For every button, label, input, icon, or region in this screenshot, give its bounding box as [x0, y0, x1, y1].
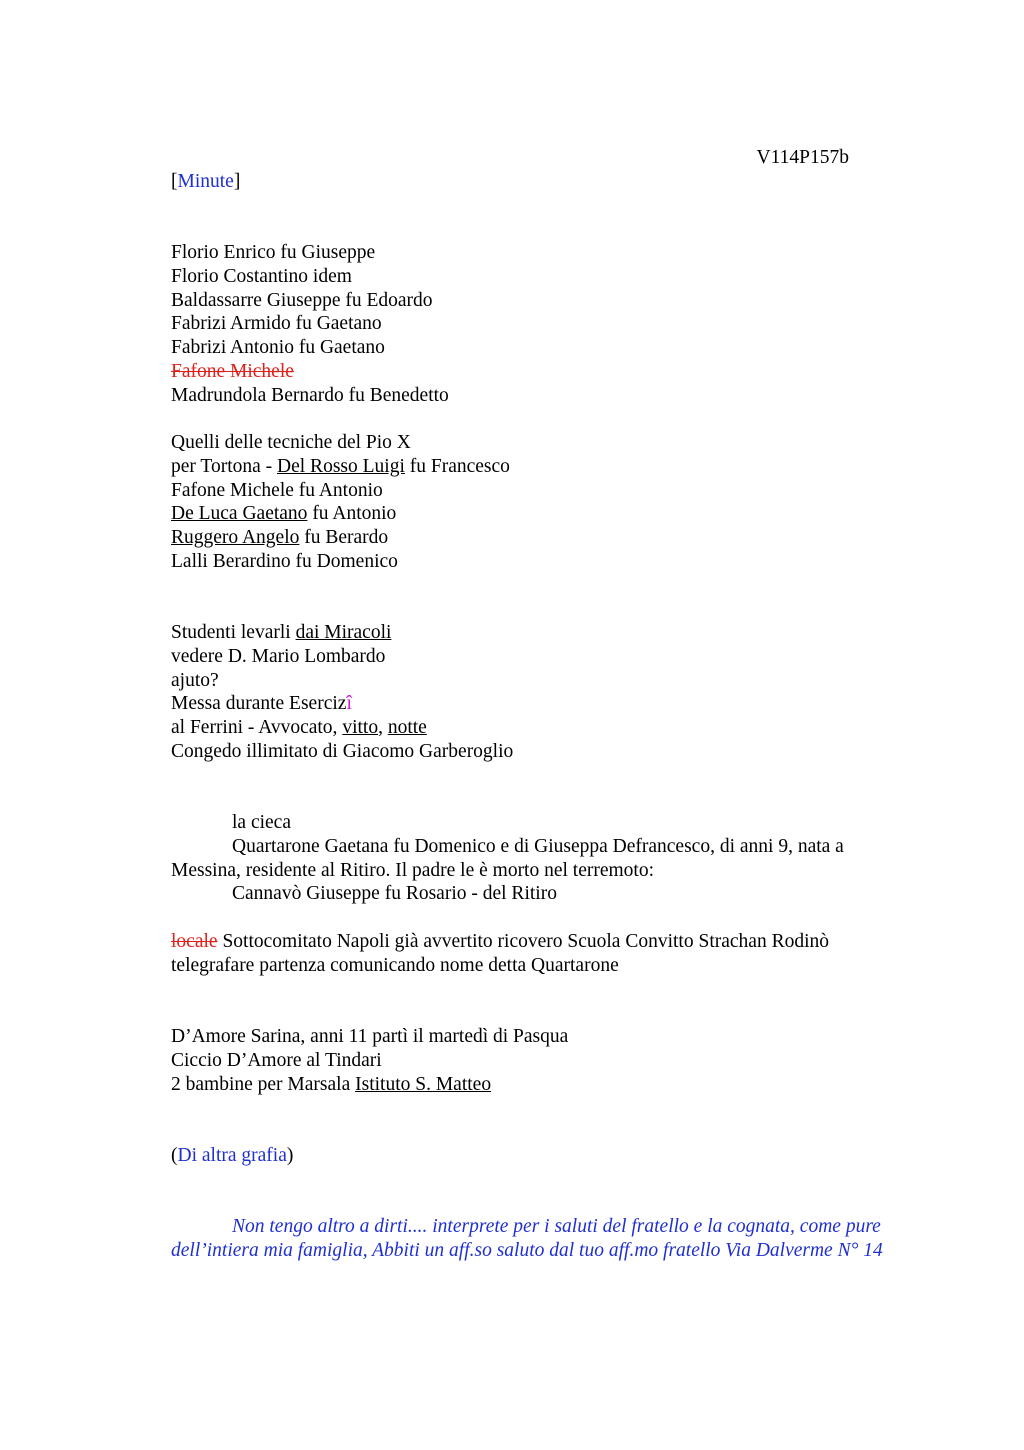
note-line	[171, 621, 931, 645]
text: ,	[378, 717, 388, 739]
list-item: Fafone Michele fu Antonio	[171, 479, 383, 501]
cieca-title: la cieca	[232, 812, 291, 833]
list-item: Baldassarre Giuseppe fu Edoardo	[171, 289, 433, 311]
minute-annotation	[171, 170, 931, 194]
bracket-open: [	[171, 171, 178, 192]
list-item	[171, 455, 931, 479]
note-line: D’Amore Sarina, anni 11 partì il martedì di Pasqua	[171, 1026, 569, 1047]
underlined-text: notte	[387, 717, 427, 739]
underlined-name: Ruggero Angelo	[171, 527, 300, 549]
list-item	[171, 526, 931, 550]
names-list	[171, 241, 931, 408]
struck-text: Fafone Michele	[171, 360, 294, 382]
text: 2 bambine per Marsala	[171, 1073, 356, 1095]
underlined-name: Del Rosso Luigi	[277, 455, 405, 477]
closing-paragraph: Non tengo altro a dirti.... interprete per i saluti del fratello e la cognata, come pure dell’intiera mia famiglia, Abbiti un aff.so saluto dal tuo aff.mo fratello Via Dalverme N° 14	[171, 1216, 883, 1261]
note-line: Ciccio D’Amore al Tindari	[171, 1049, 382, 1071]
note-line: vedere D. Mario Lombardo	[171, 645, 386, 667]
list-item	[171, 502, 931, 526]
amore-section	[171, 1025, 931, 1096]
underlined-text: Istituto S. Matteo	[355, 1073, 492, 1095]
underlined-name: De Luca Gaetano	[171, 503, 308, 525]
pio-x-section	[171, 431, 931, 574]
note-line	[171, 716, 931, 740]
notes-section	[171, 621, 931, 764]
list-item: Fabrizi Armido fu Gaetano	[171, 313, 382, 335]
list-item: Fabrizi Antonio fu Gaetano	[171, 337, 385, 359]
list-item: Florio Enrico fu Giuseppe	[171, 242, 376, 263]
uncertain-mark: î	[346, 693, 352, 715]
note-line: ajuto?	[171, 669, 219, 691]
underlined-text: dai Miracoli	[295, 622, 392, 643]
paren-close: )	[286, 1145, 294, 1166]
text: per Tortona -	[171, 455, 278, 477]
document-reference: V114P157b	[756, 147, 849, 168]
text: Messa durante Eserciz	[171, 693, 347, 715]
text: Studenti levarli	[171, 622, 296, 643]
list-item-struck	[171, 360, 931, 384]
pio-heading: Quelli delle tecniche del Pio X	[171, 432, 411, 453]
minute-label: Minute	[177, 171, 234, 192]
altra-grafia-label: Di altra grafia	[177, 1145, 287, 1166]
note-line	[171, 1073, 931, 1097]
list-item: Florio Costantino idem	[171, 265, 352, 287]
underlined-text: vitto	[342, 717, 379, 739]
altra-grafia-annotation	[171, 1144, 931, 1168]
cieca-paragraph: Quartarone Gaetana fu Domenico e di Giuseppa Defrancesco, di anni 9, nata a Messina, residente al Ritiro. Il padre le è morto nel terremoto:	[171, 835, 844, 881]
text: fu Francesco	[404, 455, 510, 477]
note-line	[171, 692, 931, 716]
telegram-text: Sottocomitato Napoli già avvertito ricovero Scuola Convitto Strachan Rodinò telegrafare partenza comunicando nome detta Quartarone	[171, 931, 829, 976]
struck-text: locale	[171, 931, 218, 952]
list-item: Lalli Berardino fu Domenico	[171, 550, 398, 572]
bracket-close: ]	[233, 171, 241, 192]
list-item: Madrundola Bernardo fu Benedetto	[171, 384, 449, 406]
text: fu Antonio	[307, 503, 397, 525]
cieca-line: Cannavò Giuseppe fu Rosario - del Ritiro	[232, 883, 557, 905]
telegram-section	[171, 930, 891, 978]
note-line: Congedo illimitato di Giacomo Garberoglio	[171, 740, 514, 762]
paren-open: (	[171, 1145, 178, 1166]
cieca-section	[171, 811, 931, 906]
text: al Ferrini - Avvocato,	[171, 717, 343, 739]
text: fu Berardo	[299, 527, 389, 549]
